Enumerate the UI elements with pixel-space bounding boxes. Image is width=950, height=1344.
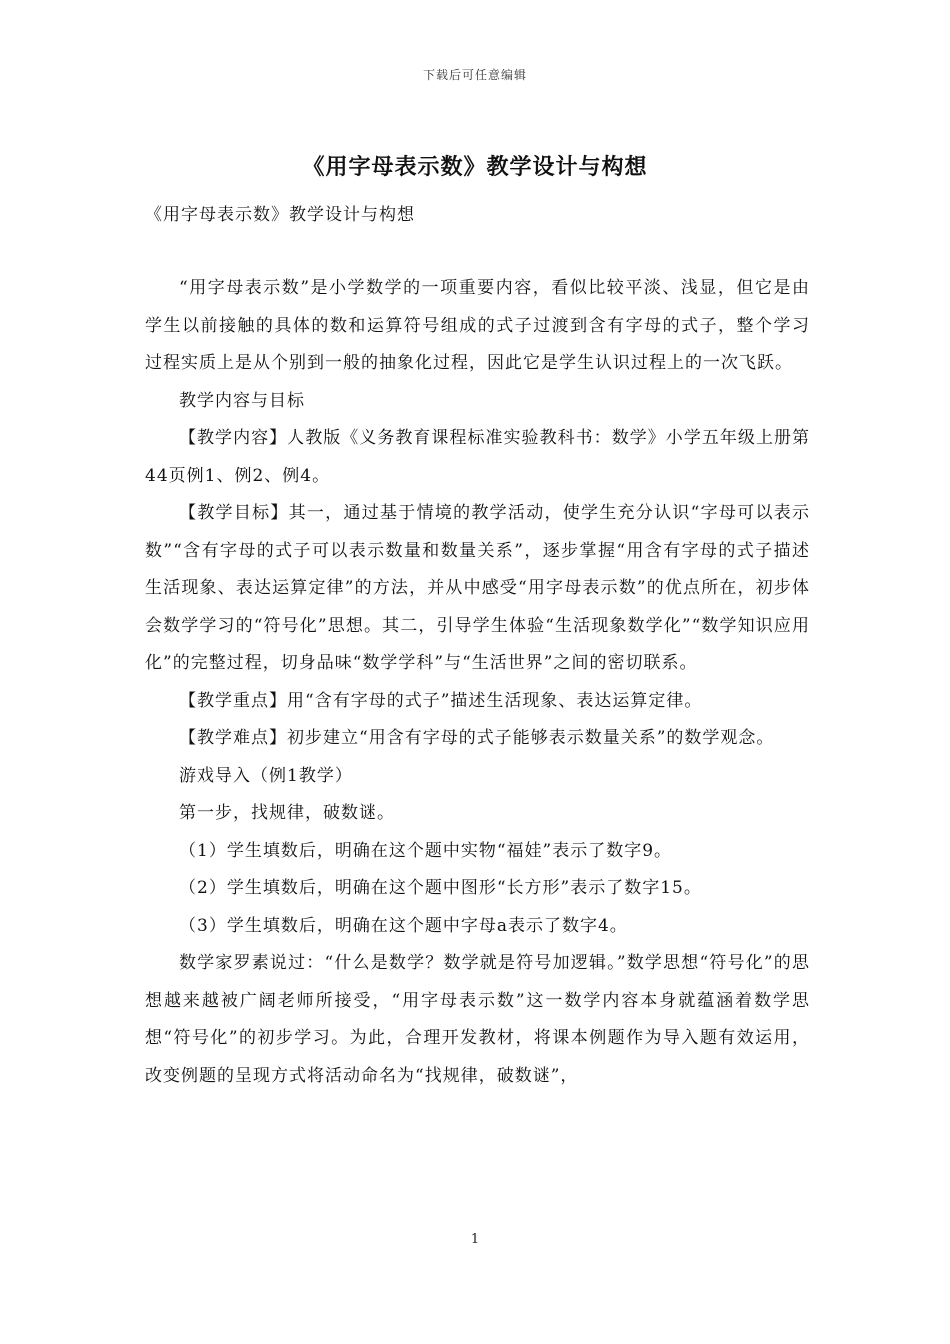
teaching-difficulty-paragraph: 【教学难点】初步建立“用含有字母的式子能够表示数量关系”的数学观念。 — [179, 728, 775, 748]
header-note: 下载后可任意编辑 — [422, 68, 527, 82]
teaching-goals-paragraph: 【教学目标】其一，通过基于情境的教学活动，使学生充分认识“字母可以表示数”“含有字母的式子可以表示数量和数量关系”，逐步掌握“用含有字母的式子描述生活现象、表达运算定律”的方法，并从中感受“用字母表示数”的优点所在，初步体会数学学习的“符号化”思想。其二，引导学生体验“生活现象数学化”“数学知识应用化”的完整过程，切身品味“数学学科”与“生活世界”之间的密切联系。 — [145, 503, 810, 673]
section-heading-game-intro: 游戏导入（例1教学） — [179, 765, 353, 786]
document-body — [145, 270, 810, 1095]
list-item: （2）学生填数后，明确在这个题中图形“长方形”表示了数字15。 — [179, 878, 702, 898]
list-item: （3）学生填数后，明确在这个题中字母a表示了数字4。 — [179, 915, 628, 936]
document-title: 《用字母表示数》教学设计与构想 — [302, 154, 648, 180]
page-number: 1 — [470, 1232, 480, 1247]
russell-quote-paragraph: 数学家罗素说过：“什么是数学？数学就是符号加逻辑。”数学思想“符号化”的思想越来越被广阔老师所接受，“用字母表示数”这一数学内容本身就蕴涵着数学思想“符号化”的初步学习。为此，合理开发教材，将课本例题作为导入题有效运用，改变例题的呈现方式将活动命名为“找规律，破数谜”， — [145, 953, 810, 1086]
list-item: （1）学生填数后，明确在这个题中实物“福娃”表示了数字9。 — [179, 840, 673, 861]
teaching-focus-paragraph: 【教学重点】用“含有字母的式子”描述生活现象、表达运算定律。 — [179, 690, 703, 711]
intro-paragraph: “用字母表示数”是小学数学的一项重要内容，看似比较平淡、浅显，但它是由学生以前接触的具体的数和运算符号组成的式子过渡到含有字母的式子，整个学习过程实质上是从个别到一般的抽象化过程，因此它是学生认识过程上的一次飞跃。 — [145, 278, 810, 373]
section-heading-content-goals: 教学内容与目标 — [179, 390, 305, 411]
step-one-paragraph: 第一步，找规律，破数谜。 — [179, 803, 395, 823]
teaching-content-paragraph: 【教学内容】人教版《义务教育课程标准实验教科书：数学》小学五年级上册第44页例1、例2、例4。 — [145, 428, 810, 486]
document-subtitle: 《用字母表示数》教学设计与构想 — [145, 205, 415, 225]
